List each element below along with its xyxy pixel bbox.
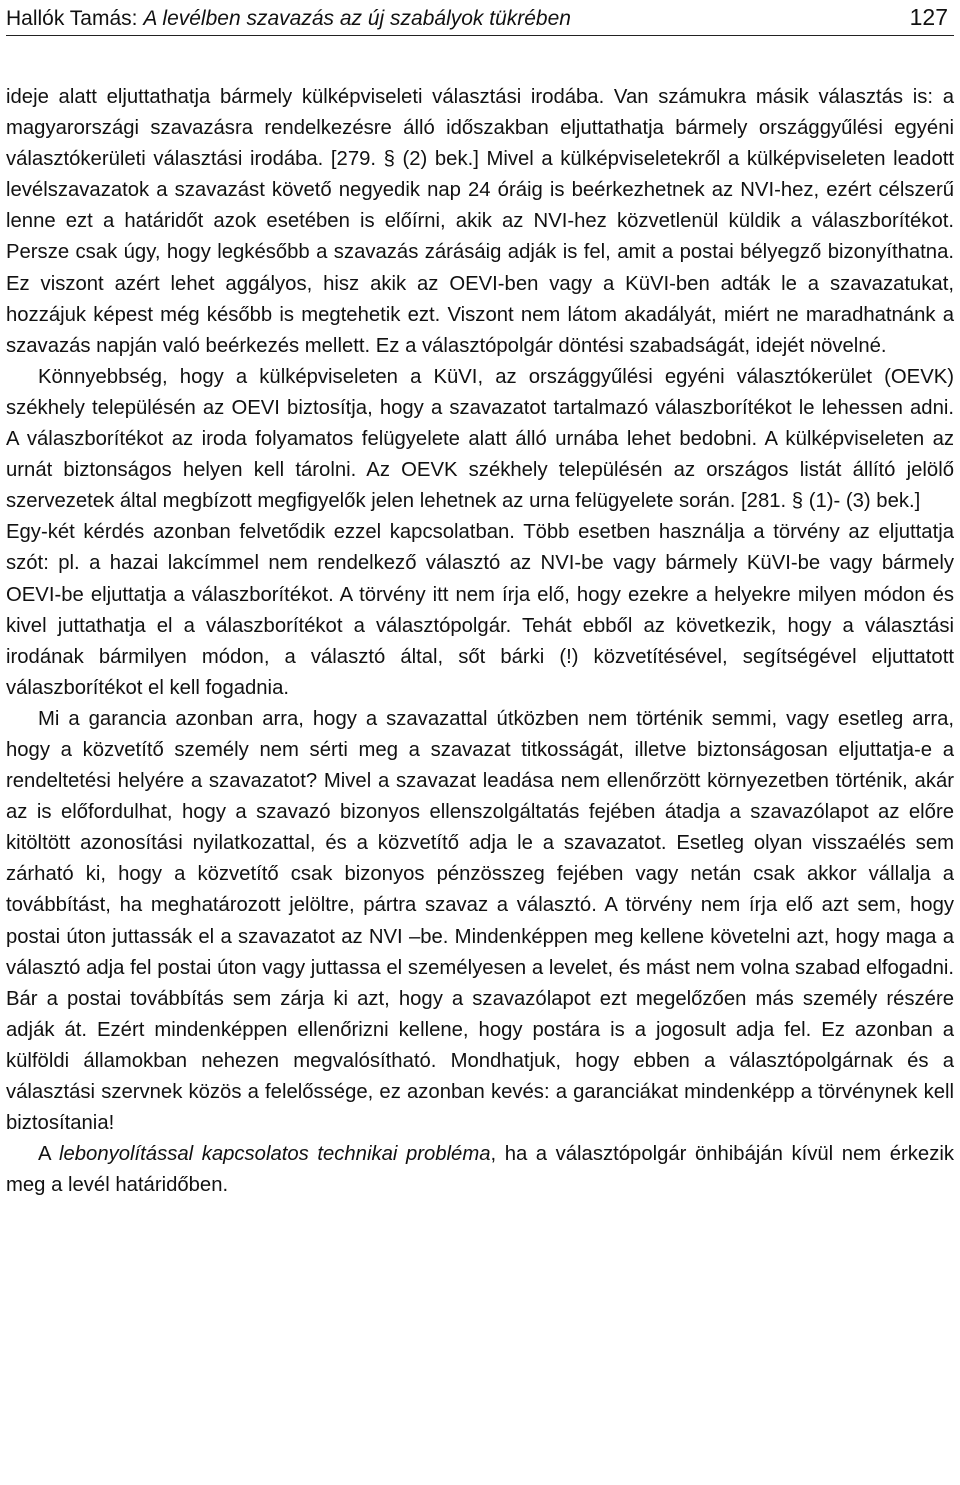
header-author: Hallók Tamás:	[6, 7, 144, 30]
paragraph-5	[6, 1139, 954, 1201]
running-header	[6, 0, 954, 36]
paragraph-2: Könnyebbség, hogy a külképviseleten a KüVI, az országgyűlési egyéni választókerület (OEVK) székhely településén az OEVI biztosítja, hogy a szavazatot tartalmazó válaszborítékot le lehessen adni. A válaszborítékot az iroda folyamatos felügyelete alatt álló urnába lehet bedobni. A külképviseleten az urnát biztonságos helyen kell tárolni. Az OEVK székhely településén az országos listát állító jelölő szervezetek által megbízott megfigyelők jelen lehetnek az urna felügyelete során. [281. § (1)- (3) bek.]	[6, 365, 954, 513]
header-article-title: A levélben szavazás az új szabályok tükrében	[143, 7, 571, 30]
paragraph-1: ideje alatt eljuttathatja bármely külképviseleti választási irodába. Van számukra másik választás is: a magyarországi szavazásra rendelkezésre álló időszakban eljuttathatja bármely országgyűlési egyéni választókerületi választási irodába. [279. § (2) bek.] Mivel a külképviseletekről a külképviseleten leadott levélszavazatok a szavazást követő negyedik nap 24 óráig is beérkezhetnek az NVI-hez, ezért célszerű lenne ezt a határidőt azok esetében is előírni, akik az NVI-hez közvetlenül küldik a válaszborítékot. Persze csak úgy, hogy legkésőbb a szavazás zárásáig adják is fel, amit a postai bélyegző bizonyíthatna. Ez viszont azért lehet aggályos, hisz akik az OEVI-ben vagy a KüVI-ben adták le a szavazatukat, hozzájuk képest még később is megtehetik ezt. Viszont nem látom akadályát, miért ne maradhatnánk a szavazás napján való beérkezés mellett. Ez a választópolgár döntési szabadságát, idejét növelné.	[6, 86, 954, 357]
body-text	[6, 82, 954, 1201]
paragraph-5-emphasis: lebonyolítással kapcsolatos technikai probléma	[58, 1143, 491, 1166]
paragraph-4: Mi a garancia azonban arra, hogy a szavazattal útközben nem történik semmi, vagy esetleg arra, hogy a közvetítő személy nem sérti meg a szavazat titkosságát, illetve biztonságosan eljuttatja-e a rendeltetési helyére a szavazatot? Mivel a szavazat leadása nem ellenőrzött környezetben történik, akár az is előfordulhat, hogy a szavazó bizonyos ellenszolgáltatás fejében átadja a szavazólapot az előre kitöltött azonosítási nyilatkozattal, és a közvetítő adja le a szavazatot. Esetleg olyan visszaélés sem zárható ki, hogy a közvetítő csak bizonyos pénzösszeg fejében vagy netán csak akkor vállalja a továbbítást, ha meghatározott jelöltre, pártra szavaz a választó. A törvény nem írja elő azt sem, hogy postai úton juttassák el a szavazatot az NVI –be. Mindenképpen meg kellene követelni azt, hogy maga a választó adja fel postai úton vagy juttassa el személyesen a levelet, és mást nem volna szabad elfogadni. Bár a postai továbbítás sem zárja ki azt, hogy a szavazólapot ezt megelőzően más személy részére adják át. Ezért mindenképpen ellenőrizni kellene, hogy postára is a jogosult adja fel. Ez azonban a külföldi államokban nehezen megvalósítható. Mondhatjuk, hogy ebben a választópolgárnak és a választási szervnek közös a felelőssége, ez azonban kevés: a garanciákat mindenképp a törvénynek kell biztosítania!	[6, 707, 954, 1135]
paragraph-3: Egy-két kérdés azonban felvetődik ezzel kapcsolatban. Több esetben használja a törvény az eljuttatja szót: pl. a hazai lakcímmel nem rendelkező választó az NVI-be vagy bármely KüVI-be vagy bármely OEVI-be eljuttatja a válaszborítékot. A törvény itt nem írja elő, hogy ezekre a helyekre milyen módon és kivel juttathatja el a válaszborítékot a választópolgár. Tehát ebből az következik, hogy a választási irodának bármilyen módon, a választó által, sőt bárki (!) közvetítésével, segítségével eljuttatott válaszborítékot el kell fogadnia.	[6, 521, 954, 699]
page-number: 127	[909, 4, 948, 30]
paragraph-5-end: , ha a választópolgár önhibáján kívül nem érkezik meg a levél határidőben.	[6, 1143, 954, 1197]
paragraph-5-start: A	[38, 1143, 59, 1166]
header-title	[6, 7, 571, 31]
